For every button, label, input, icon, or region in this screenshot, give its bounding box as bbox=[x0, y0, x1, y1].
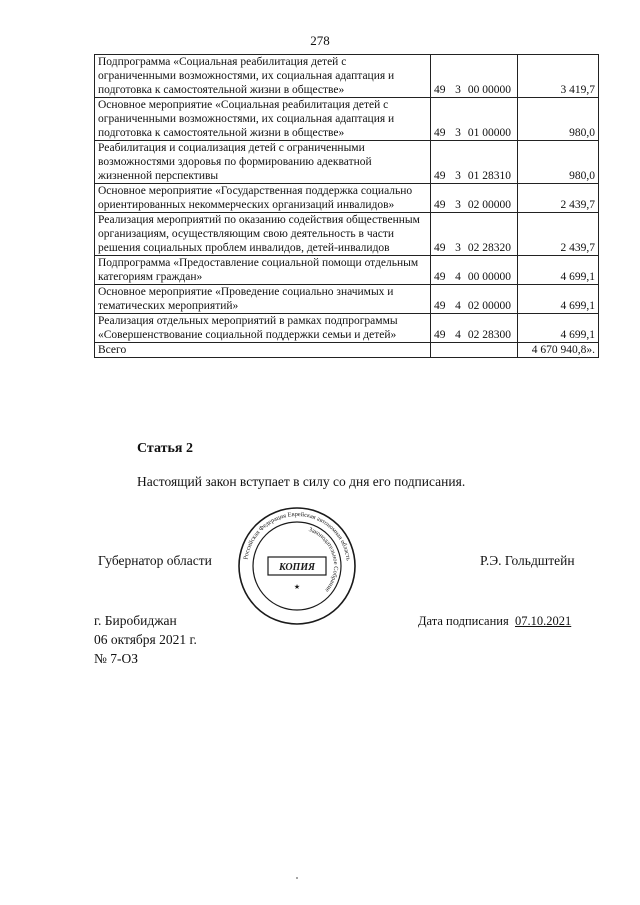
scan-speck bbox=[296, 877, 298, 879]
row-amount: 2 439,7 bbox=[518, 213, 599, 256]
code-part: 3 bbox=[455, 84, 461, 96]
code-part: 02 28320 bbox=[467, 242, 511, 254]
code-part: 49 bbox=[434, 329, 446, 341]
code-part: 49 bbox=[434, 170, 446, 182]
stamp-inner-text: Законодательное Собрание bbox=[307, 526, 340, 594]
row-code bbox=[431, 285, 518, 314]
row-amount: 4 699,1 bbox=[518, 314, 599, 343]
code-part: 4 bbox=[455, 300, 461, 312]
code-part: 49 bbox=[434, 300, 446, 312]
article-title: Статья 2 bbox=[137, 441, 193, 456]
row-name: Подпрограмма «Социальная реабилитация детей с ограниченными возможностями, их социальная адаптация и подготовка к самостоятельной жизни в обществе» bbox=[95, 55, 431, 98]
code-part: 49 bbox=[434, 127, 446, 139]
stamp-outer-text: Российская Федерация Еврейская автономная область bbox=[242, 510, 352, 562]
row-amount: 980,0 bbox=[518, 98, 599, 141]
code-part: 00 00000 bbox=[467, 271, 511, 283]
budget-table bbox=[94, 54, 599, 358]
row-code bbox=[431, 213, 518, 256]
code-part: 02 00000 bbox=[467, 300, 511, 312]
code-part: 02 00000 bbox=[467, 199, 511, 211]
table-row bbox=[95, 213, 599, 256]
row-name: Подпрограмма «Предоставление социальной помощи отдельным категориям граждан» bbox=[95, 256, 431, 285]
signing-date-label: Дата подписания bbox=[418, 614, 509, 628]
code-part: 02 28300 bbox=[467, 329, 511, 341]
row-code bbox=[431, 98, 518, 141]
row-name: Реабилитация и социализация детей с ограниченными возможностями здоровья по формированию адекватной жизненной перспективы bbox=[95, 141, 431, 184]
row-amount: 4 699,1 bbox=[518, 256, 599, 285]
row-name: Реализация отдельных мероприятий в рамках подпрограммы «Совершенствование социальной поддержки семьи и детей» bbox=[95, 314, 431, 343]
row-code bbox=[431, 141, 518, 184]
code-part: 3 bbox=[455, 127, 461, 139]
stamp-center-text: КОПИЯ bbox=[279, 562, 315, 573]
signing-date-value: 07.10.2021 bbox=[515, 614, 572, 628]
row-code bbox=[431, 184, 518, 213]
signatory-name: Р.Э. Гольдштейн bbox=[480, 553, 575, 568]
row-code bbox=[431, 256, 518, 285]
row-amount: 3 419,7 bbox=[518, 55, 599, 98]
row-code bbox=[431, 314, 518, 343]
adoption-date: 06 октября 2021 г. bbox=[94, 632, 197, 647]
row-name: Основное мероприятие «Социальная реабилитация детей с ограниченными возможностями, их социальная адаптация и подготовка к самостоятельной жизни в обществе» bbox=[95, 98, 431, 141]
official-stamp bbox=[236, 505, 358, 627]
law-number: № 7-ОЗ bbox=[94, 651, 139, 666]
budget-table-body bbox=[95, 55, 599, 358]
code-part: 3 bbox=[455, 199, 461, 211]
table-row bbox=[95, 256, 599, 285]
table-row bbox=[95, 285, 599, 314]
total-row bbox=[95, 343, 599, 358]
table-row bbox=[95, 314, 599, 343]
table-row bbox=[95, 141, 599, 184]
row-name: Реализация мероприятий по оказанию содействия общественным организациям, осуществляющим свою деятельность в части решения социальных проблем инвалидов, детей-инвалидов bbox=[95, 213, 431, 256]
row-amount: 2 439,7 bbox=[518, 184, 599, 213]
code-part: 01 28310 bbox=[467, 170, 511, 182]
code-part: 01 00000 bbox=[467, 127, 511, 139]
table-row bbox=[95, 98, 599, 141]
code-part: 49 bbox=[434, 199, 446, 211]
total-code-empty bbox=[431, 343, 518, 358]
total-amount: 4 670 940,8». bbox=[518, 343, 599, 358]
table-row bbox=[95, 184, 599, 213]
city: г. Биробиджан bbox=[94, 613, 177, 628]
page-number: 278 bbox=[310, 33, 330, 48]
code-part: 4 bbox=[455, 329, 461, 341]
signing-date bbox=[418, 614, 571, 629]
code-part: 00 00000 bbox=[467, 84, 511, 96]
code-part: 49 bbox=[434, 84, 446, 96]
article-text: Настоящий закон вступает в силу со дня его подписания. bbox=[137, 474, 466, 489]
signatory-position: Губернатор области bbox=[98, 553, 212, 568]
stamp-star-icon: ★ bbox=[293, 583, 301, 591]
table-row bbox=[95, 55, 599, 98]
code-part: 3 bbox=[455, 170, 461, 182]
code-part: 3 bbox=[455, 242, 461, 254]
row-amount: 980,0 bbox=[518, 141, 599, 184]
total-label: Всего bbox=[95, 343, 431, 358]
row-name: Основное мероприятие «Проведение социально значимых и тематических мероприятий» bbox=[95, 285, 431, 314]
code-part: 4 bbox=[455, 271, 461, 283]
row-code bbox=[431, 55, 518, 98]
row-amount: 4 699,1 bbox=[518, 285, 599, 314]
row-name: Основное мероприятие «Государственная поддержка социально ориентированных некоммерческих организаций инвалидов» bbox=[95, 184, 431, 213]
code-part: 49 bbox=[434, 242, 446, 254]
code-part: 49 bbox=[434, 271, 446, 283]
